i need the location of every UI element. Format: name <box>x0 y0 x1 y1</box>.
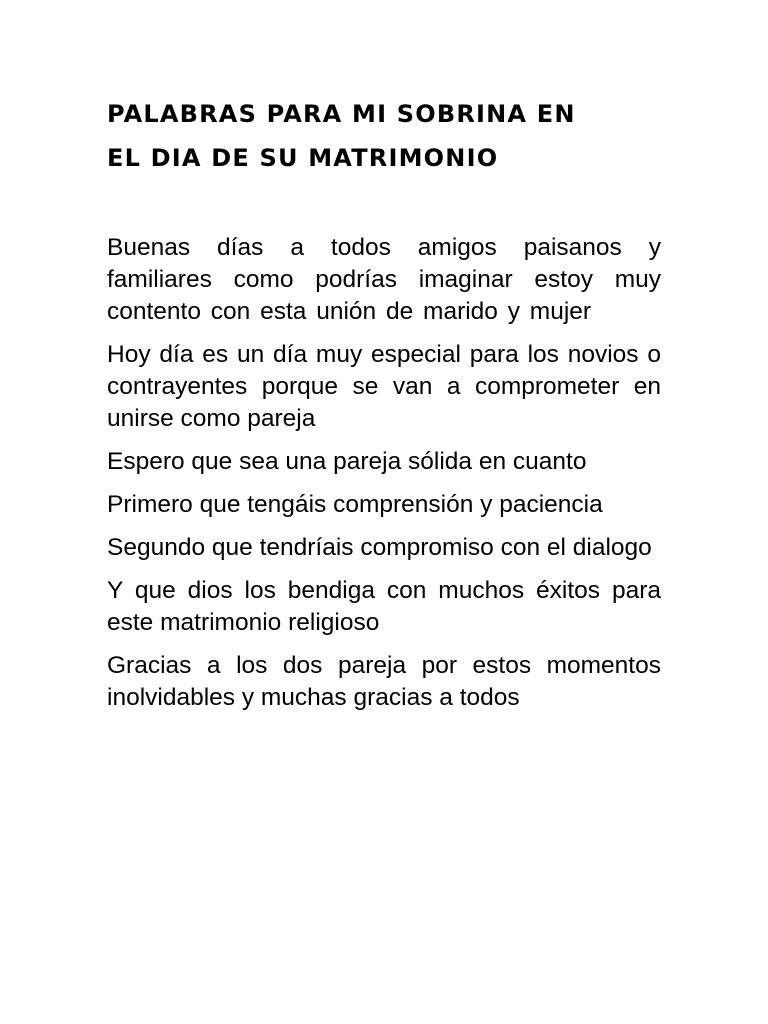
title-line-2: EL DIA DE SU MATRIMONIO <box>107 144 499 172</box>
document-body <box>107 232 661 725</box>
paragraph-greeting: Buenas días a todos amigos paisanos y familiares como podrías imaginar estoy muy contento con esta unión de marido y mujer <box>107 234 661 325</box>
paragraph-solid-couple: Espero que sea una pareja sólida en cuanto <box>107 448 587 475</box>
paragraph-first-wish: Primero que tengáis comprensión y paciencia <box>107 491 603 518</box>
paragraph-blessing: Y que dios los bendiga con muchos éxitos para este matrimonio religioso <box>107 577 661 636</box>
paragraph-thanks: Gracias a los dos pareja por estos momentos inolvidables y muchas gracias a todos <box>107 652 661 711</box>
paragraph-special-day: Hoy día es un día muy especial para los novios o contrayentes porque se van a comprometer en unirse como pareja <box>107 341 661 432</box>
title-line-1: PALABRAS PARA MI SOBRINA EN <box>107 100 576 128</box>
document-title <box>107 92 667 180</box>
paragraph-second-wish: Segundo que tendríais compromiso con el dialogo <box>107 534 652 561</box>
